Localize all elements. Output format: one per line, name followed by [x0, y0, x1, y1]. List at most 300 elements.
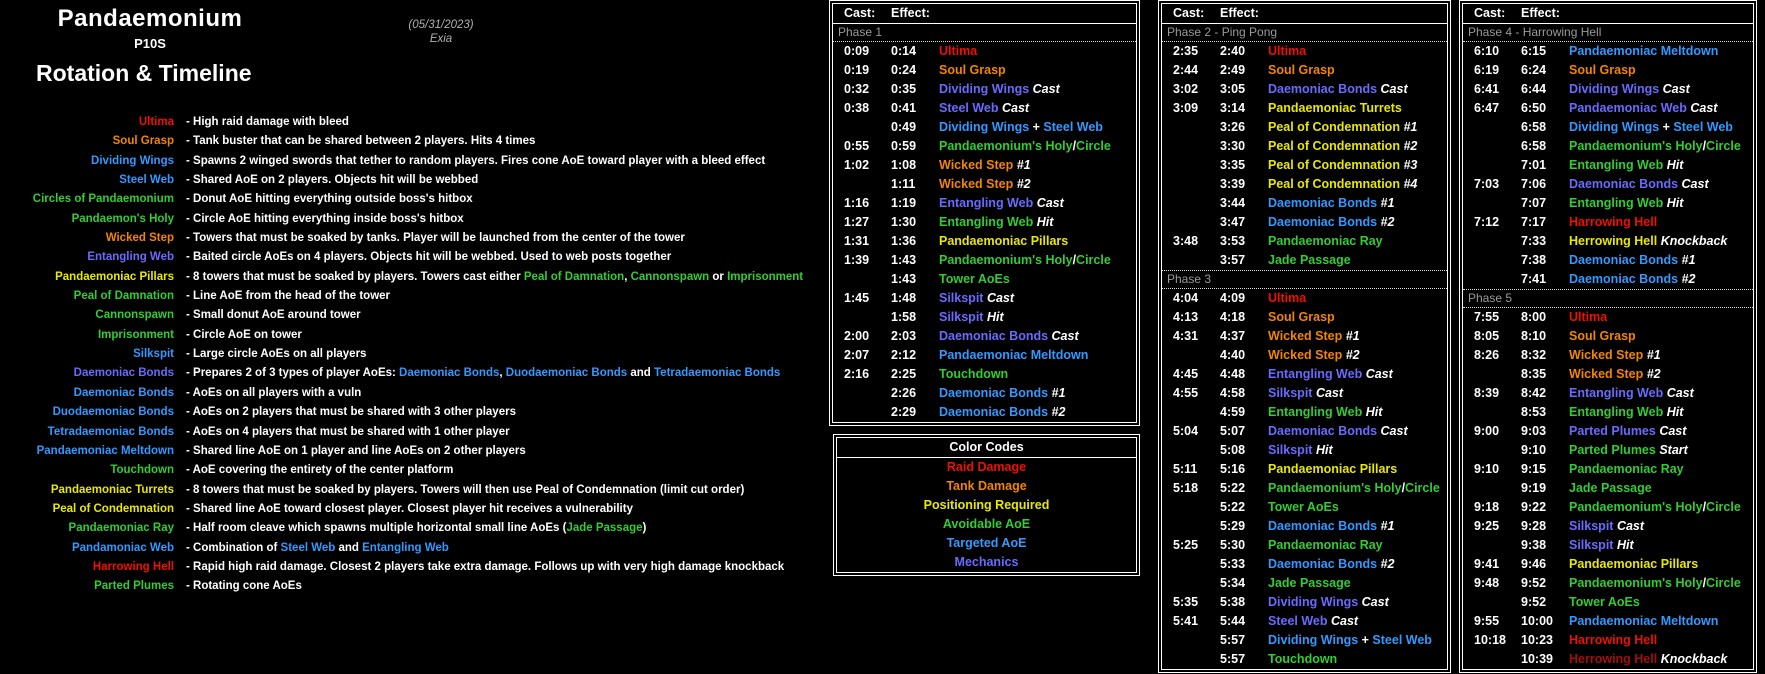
text-segment: #1 [1016, 158, 1031, 172]
timeline-row [1463, 403, 1753, 422]
glossary-description [186, 210, 464, 229]
text-segment: Harrowing Hell [1569, 215, 1658, 229]
effect-time: 3:39 [1220, 177, 1246, 191]
cast-time: 5:35 [1173, 595, 1199, 609]
cast-time [1162, 156, 1220, 175]
glossary-row [0, 132, 803, 151]
effect-time: 0:14 [891, 44, 917, 58]
timeline-row [1463, 213, 1753, 232]
effect-label [1268, 593, 1447, 612]
text-segment: Steel Web [1043, 120, 1103, 134]
text-segment: Hit [1616, 538, 1634, 552]
effect-label [1569, 422, 1753, 441]
effect-label [939, 289, 1136, 308]
effect-time: 6:58 [1521, 120, 1547, 134]
cast-time: 2:35 [1173, 44, 1199, 58]
glossary-row [0, 306, 803, 325]
text-segment: Entangling Web [939, 196, 1037, 210]
table-header-row [833, 4, 1136, 24]
timeline-row [1162, 289, 1447, 308]
timeline-row [833, 194, 1136, 213]
cast-time: 7:03 [1474, 177, 1500, 191]
timeline-row [1162, 327, 1447, 346]
text-segment: - Shared line AoE toward closest player. Closest player hit receives a vulnerability [186, 502, 633, 515]
cast-time [833, 118, 891, 137]
glossary-description [186, 558, 784, 577]
text-segment: - Baited circle AoEs on 4 players. Objects hit will be webbed. Used to web posts together [186, 251, 672, 264]
date-block [396, 18, 486, 46]
color-code-item: Positioning Required [923, 498, 1050, 512]
effect-label [1268, 80, 1447, 99]
cast-time: 4:13 [1173, 310, 1199, 324]
effect-time: 3:26 [1220, 120, 1246, 134]
text-segment: Circle [1706, 139, 1741, 153]
effect-label [1268, 99, 1447, 118]
text-segment: Touchdown [1268, 652, 1338, 666]
text-segment: #1 [1380, 519, 1395, 533]
effect-label [939, 308, 1136, 327]
text-segment: Daemoniac Bonds [1268, 82, 1381, 96]
text-segment: , [499, 367, 506, 380]
text-segment: Cast [1330, 614, 1359, 628]
cast-column-header: Cast: [1173, 6, 1205, 20]
timeline-row [833, 232, 1136, 251]
effect-time: 6:50 [1521, 101, 1547, 115]
effect-label [1268, 213, 1447, 232]
cast-time [1463, 593, 1521, 612]
timeline-row [1463, 384, 1753, 403]
timeline-row [1162, 650, 1447, 669]
effect-label [1268, 441, 1447, 460]
glossary-description [186, 229, 685, 248]
effect-label [1569, 631, 1753, 650]
timeline-row [833, 99, 1136, 118]
text-segment: Pandaemoniac Pillars [939, 234, 1069, 248]
effect-time: 2:26 [891, 386, 917, 400]
text-segment: Pandaemonium's Holy [939, 253, 1073, 267]
effect-time: 5:22 [1220, 481, 1246, 495]
timeline-row [1463, 194, 1753, 213]
text-segment: and [627, 367, 655, 380]
timeline-row [1463, 650, 1753, 669]
timeline-row [1463, 346, 1753, 365]
effect-time: 9:22 [1521, 500, 1547, 514]
text-segment: Pandaemoniac Pillars [1268, 462, 1398, 476]
text-segment: Steel Web [1673, 120, 1733, 134]
cast-time: 1:16 [844, 196, 870, 210]
timeline-row [1463, 232, 1753, 251]
effect-label [939, 42, 1136, 61]
effect-label [939, 232, 1136, 251]
timeline-row [1162, 156, 1447, 175]
text-segment: Peal of Condemnation [1268, 158, 1404, 172]
cast-time: 0:38 [844, 101, 870, 115]
color-codes-box [833, 434, 1140, 576]
effect-label [1569, 517, 1753, 536]
text-segment: Pandaemonium's Holy [1569, 576, 1703, 590]
effect-label [1268, 42, 1447, 61]
effect-label [1268, 175, 1447, 194]
text-segment: Dividing Wings [939, 82, 1033, 96]
timeline-row [833, 251, 1136, 270]
effect-time: 7:06 [1521, 177, 1547, 191]
text-segment: Jade Passage [1569, 481, 1652, 495]
text-segment: #2 [1016, 177, 1031, 191]
text-segment: Herrowing Hell [1569, 652, 1661, 666]
effect-label [1268, 422, 1447, 441]
text-segment: Entangling Web [362, 541, 449, 554]
text-segment: Cast [1051, 329, 1079, 343]
effect-time: 9:10 [1521, 443, 1547, 457]
effect-label [939, 156, 1136, 175]
glossary-description [186, 345, 366, 364]
timeline-row [1463, 175, 1753, 194]
text-segment: Ultima [1268, 291, 1307, 305]
text-segment: Steel Web [1372, 633, 1432, 647]
glossary-description [186, 403, 516, 422]
timeline-row [833, 384, 1136, 403]
section-heading: Rotation & Timeline [36, 60, 252, 86]
timeline-row [1162, 631, 1447, 650]
timeline-row [1162, 80, 1447, 99]
glossary-row [0, 210, 803, 229]
cast-time [1463, 251, 1521, 270]
effect-label [939, 118, 1136, 137]
timeline-row [1463, 61, 1753, 80]
glossary-description [186, 171, 478, 190]
timeline-row [1463, 327, 1753, 346]
effect-time: 4:37 [1220, 329, 1246, 343]
glossary-description [186, 364, 780, 383]
effect-label [1268, 574, 1447, 593]
glossary-row [0, 113, 803, 132]
cast-time [833, 403, 891, 422]
text-segment: Ultima [939, 44, 978, 58]
author-text: Exia [429, 33, 453, 45]
text-segment: , [624, 270, 631, 283]
effect-label [1569, 327, 1753, 346]
timeline-row [833, 346, 1136, 365]
cast-time [1463, 270, 1521, 289]
effect-label [1268, 251, 1447, 270]
text-segment: Hit [1036, 215, 1054, 229]
phase-header: Phase 5 [1463, 289, 1753, 308]
text-segment: - 8 towers that must be soaked by players. Towers cast either [186, 270, 524, 283]
glossary-description [186, 132, 535, 151]
effect-label [1569, 403, 1753, 422]
text-segment: Entangling Web [1569, 158, 1667, 172]
text-segment: Soul Grasp [1569, 63, 1636, 77]
text-segment: Peal of Condemnation [1268, 139, 1404, 153]
text-segment: Circle [1405, 481, 1440, 495]
effect-time: 0:59 [891, 139, 917, 153]
cast-time: 5:25 [1173, 538, 1199, 552]
text-segment: Soul Grasp [939, 63, 1006, 77]
text-segment: Pandaemoniac Meltdown [1569, 614, 1719, 628]
cast-time: 1:45 [844, 291, 870, 305]
effect-time: 2:03 [891, 329, 917, 343]
effect-label [1569, 536, 1753, 555]
effect-label [939, 61, 1136, 80]
effect-label [1268, 517, 1447, 536]
glossary-description [186, 519, 646, 538]
text-segment: #4 [1403, 177, 1418, 191]
effect-time: 7:07 [1521, 196, 1547, 210]
text-segment: Pandaemoniac Ray [1268, 538, 1383, 552]
text-segment: ) [642, 522, 647, 535]
text-segment: Pandaemoniac Ray [1569, 462, 1684, 476]
effect-time: 10:39 [1521, 652, 1553, 666]
text-segment: Silkspit [1569, 538, 1617, 552]
cast-time: 2:00 [844, 329, 870, 343]
effect-label [939, 213, 1136, 232]
effect-time: 0:49 [891, 120, 917, 134]
text-segment: Tower AoEs [939, 272, 1010, 286]
text-segment: Silkspit [1268, 386, 1316, 400]
text-segment: Parted Plumes [1569, 443, 1660, 457]
text-segment: Circle [1076, 139, 1111, 153]
glossary-term: Wicked Step [105, 232, 174, 245]
glossary-description [186, 326, 302, 345]
text-segment: Entangling Web [1569, 405, 1667, 419]
timeline-row [1162, 365, 1447, 384]
text-segment: - Small donut AoE around tower [186, 309, 361, 322]
cast-time [1162, 251, 1220, 270]
timeline-row [1162, 517, 1447, 536]
text-segment: Soul Grasp [1569, 329, 1636, 343]
effect-label [1569, 650, 1753, 669]
effect-label [1569, 232, 1753, 251]
text-segment: Jade Passage [1268, 253, 1351, 267]
text-segment: Hit [1666, 158, 1684, 172]
text-segment: Jade Passage [566, 522, 643, 535]
timeline-row [833, 175, 1136, 194]
effect-time: 2:40 [1220, 44, 1246, 58]
text-segment: #1 [1646, 348, 1661, 362]
cast-time [1463, 479, 1521, 498]
cast-time: 9:41 [1474, 557, 1500, 571]
text-segment: #1 [1403, 120, 1418, 134]
timeline-row [1162, 536, 1447, 555]
effect-label [1569, 175, 1753, 194]
phase-header: Phase 1 [833, 24, 1136, 42]
effect-label [1569, 194, 1753, 213]
effect-time: 9:52 [1521, 595, 1547, 609]
timeline-row [833, 156, 1136, 175]
text-segment: - Circle AoE hitting everything inside boss's hitbox [186, 212, 464, 225]
color-codes-inner [836, 437, 1137, 573]
text-segment: Pandaemoniac Web [1569, 101, 1691, 115]
text-segment: / [1702, 576, 1707, 590]
effect-time: 4:40 [1220, 348, 1246, 362]
timeline-row [833, 308, 1136, 327]
cast-time [1162, 517, 1220, 536]
text-segment: #2 [1051, 405, 1066, 419]
glossary-description [186, 152, 765, 171]
effect-time: 1:19 [891, 196, 917, 210]
text-segment: Daemoniac Bonds [1268, 557, 1381, 571]
timeline-row [1463, 536, 1753, 555]
effect-time: 1:08 [891, 158, 917, 172]
glossary-description [186, 268, 803, 287]
effect-time: 7:33 [1521, 234, 1547, 248]
text-segment: Soul Grasp [1268, 63, 1335, 77]
color-code-item: Raid Damage [946, 460, 1027, 474]
text-segment: - Combination of [186, 541, 281, 554]
text-segment: Daemoniac Bonds [939, 386, 1052, 400]
effect-time: 9:46 [1521, 557, 1547, 571]
effect-time: 3:47 [1220, 215, 1246, 229]
effect-label [1268, 289, 1447, 308]
glossary-description [186, 113, 349, 132]
text-segment: Daemoniac Bonds [1268, 196, 1381, 210]
phase-header: Phase 2 - Ping Pong [1162, 24, 1447, 42]
effect-time: 9:28 [1521, 519, 1547, 533]
glossary-term: Daemoniac Bonds [73, 386, 174, 399]
text-segment: Ultima [1268, 44, 1307, 58]
cast-time: 4:04 [1173, 291, 1199, 305]
effect-label [1569, 612, 1753, 631]
text-segment: Steel Web [280, 541, 336, 554]
text-segment: + [1659, 120, 1674, 134]
glossary-term: Silkspit [133, 348, 174, 361]
text-segment: Cannonspawn [630, 270, 710, 283]
effect-time: 3:30 [1220, 139, 1246, 153]
timeline-row [833, 118, 1136, 137]
text-segment: - Spawns 2 winged swords that tether to random players. Fires cone AoE toward player with a bleed effect [186, 154, 766, 167]
cast-time: 6:19 [1474, 63, 1500, 77]
glossary-row [0, 481, 803, 500]
date-text: (05/31/2023) [408, 19, 474, 31]
glossary-term: Imprisonment [97, 328, 174, 341]
text-segment: Cast [1036, 196, 1064, 210]
cast-time: 4:31 [1173, 329, 1199, 343]
effect-label [1569, 593, 1753, 612]
text-segment: / [1072, 253, 1077, 267]
cast-column-header: Cast: [844, 6, 876, 20]
text-segment: Harrowing Hell [1569, 633, 1658, 647]
text-segment: Cast [1662, 82, 1690, 96]
text-segment: Silkspit [939, 310, 987, 324]
timeline-row [1162, 574, 1447, 593]
text-segment: Herrowing Hell [1569, 234, 1661, 248]
timeline-row [1463, 631, 1753, 650]
cast-time [1162, 213, 1220, 232]
text-segment: #3 [1403, 158, 1418, 172]
glossary-row [0, 423, 803, 442]
text-segment: Hit [1315, 443, 1333, 457]
text-segment: or [709, 270, 728, 283]
glossary-description [186, 442, 526, 461]
text-segment: + [1029, 120, 1044, 134]
cast-time: 3:48 [1173, 234, 1199, 248]
timeline-table-inner [1462, 3, 1754, 670]
text-segment: Silkspit [1569, 519, 1617, 533]
timeline-table-inner [1161, 3, 1448, 670]
text-segment: Jade Passage [1268, 576, 1351, 590]
glossary-term: Steel Web [119, 174, 174, 187]
effect-time: 2:49 [1220, 63, 1246, 77]
text-segment: Circle [1706, 500, 1741, 514]
text-segment: Cast [1361, 595, 1389, 609]
glossary-row [0, 577, 803, 596]
effect-time: 5:33 [1220, 557, 1246, 571]
effect-time: 1:48 [891, 291, 917, 305]
glossary-row [0, 268, 803, 287]
cast-time [1162, 441, 1220, 460]
glossary-row [0, 384, 803, 403]
effect-label [1268, 555, 1447, 574]
effect-label [1569, 42, 1753, 61]
text-segment: - Tank buster that can be shared between 2 players. Hits 4 times [186, 135, 536, 148]
text-segment: Wicked Step [1268, 329, 1346, 343]
effect-label [1268, 612, 1447, 631]
effect-time: 5:34 [1220, 576, 1246, 590]
timeline-row [1162, 61, 1447, 80]
timeline-table-inner [832, 3, 1137, 423]
text-segment: Cast [986, 291, 1015, 305]
effect-time: 5:30 [1220, 538, 1246, 552]
text-segment: Imprisonment [727, 270, 804, 283]
text-segment: - Large circle AoEs on all players [186, 348, 367, 361]
timeline-row [1463, 99, 1753, 118]
timeline-table-phase-4-5 [1459, 0, 1757, 673]
glossary-term: Circles of Pandaemonium [32, 193, 174, 206]
text-segment: Pandaemonium's Holy [1268, 481, 1402, 495]
effect-time: 5:57 [1220, 633, 1246, 647]
effect-time: 9:03 [1521, 424, 1547, 438]
effect-time: 1:30 [891, 215, 917, 229]
text-segment: Daemoniac Bonds [1569, 177, 1682, 191]
effect-label [1569, 460, 1753, 479]
effect-time: 2:12 [891, 348, 917, 362]
effect-label [1268, 460, 1447, 479]
effect-time: 4:59 [1220, 405, 1246, 419]
effect-label [939, 346, 1136, 365]
glossary-term: Entangling Web [87, 251, 174, 264]
text-segment: Entangling Web [1569, 196, 1667, 210]
cast-time: 2:44 [1173, 63, 1199, 77]
text-segment: Pandaemoniac Meltdown [939, 348, 1089, 362]
text-segment: Start [1659, 443, 1688, 457]
timeline-row [1463, 137, 1753, 156]
glossary-term: Peal of Damnation [73, 290, 174, 303]
text-segment: Hit [1666, 405, 1684, 419]
cast-time [1162, 118, 1220, 137]
text-segment: Wicked Step [1569, 367, 1647, 381]
cast-time: 0:19 [844, 63, 870, 77]
effect-time: 4:48 [1220, 367, 1246, 381]
text-segment: Cast [1365, 367, 1393, 381]
timeline-row [1162, 498, 1447, 517]
timeline-row [1162, 460, 1447, 479]
effect-label [1268, 346, 1447, 365]
page-subtitle: P10S [134, 36, 166, 51]
text-segment: Tetradaemoniac Bonds [654, 367, 781, 380]
timeline-row [833, 80, 1136, 99]
text-segment: Tower AoEs [1569, 595, 1640, 609]
text-segment: Circle [1076, 253, 1111, 267]
text-segment: #2 [1380, 215, 1395, 229]
effect-time: 5:16 [1220, 462, 1246, 476]
timeline-row [833, 403, 1136, 422]
cast-time [1463, 232, 1521, 251]
effect-time: 6:44 [1521, 82, 1547, 96]
phase-header: Phase 3 [1162, 270, 1447, 289]
timeline-row [1162, 232, 1447, 251]
text-segment: - Shared line AoE on 1 player and line AoEs on 2 other players [186, 444, 526, 457]
glossary-row [0, 539, 803, 558]
